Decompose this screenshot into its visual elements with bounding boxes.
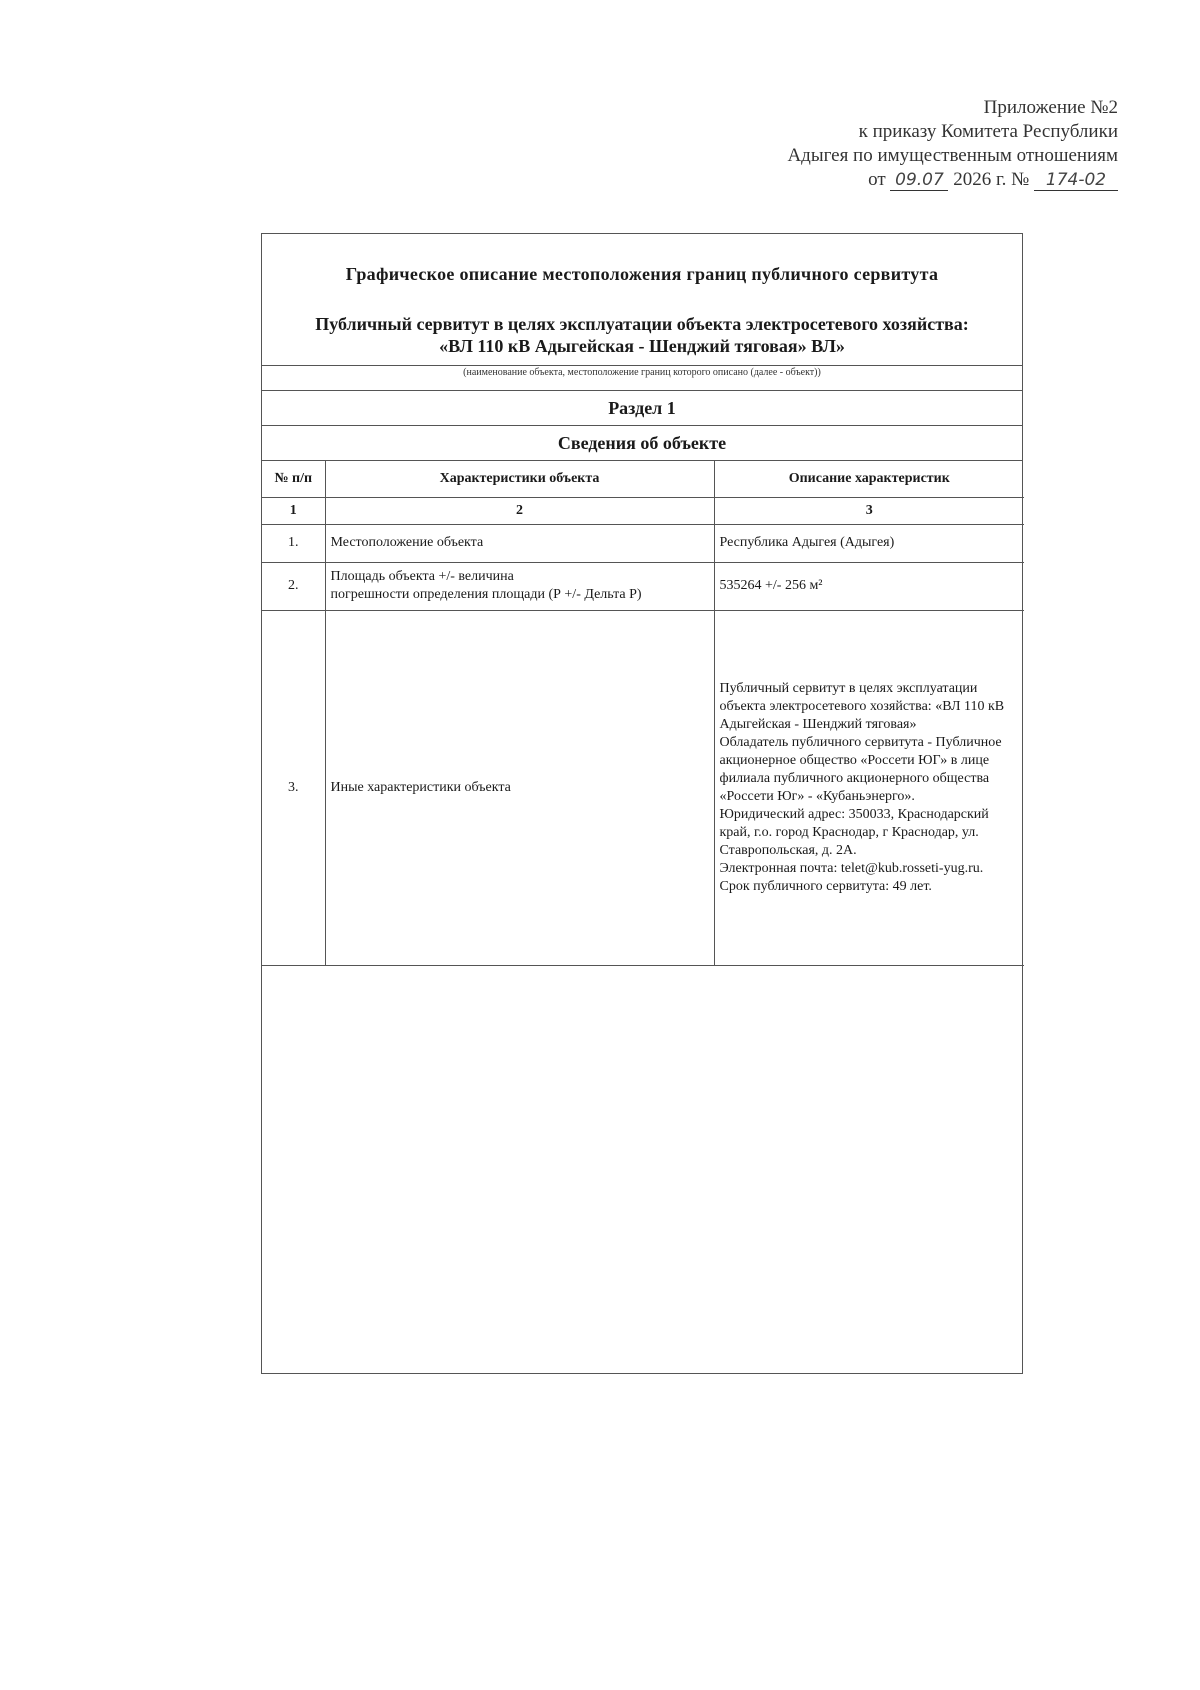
table-row [262,524,1024,562]
document-sheet [261,233,1023,1374]
row-num: 2. [262,562,325,610]
object-name-note: (наименование объекта, местоположение границ которого описано (далее - объект)) [262,366,1022,391]
table-row [262,562,1024,610]
header-characteristic: Характеристики объекта [325,461,714,497]
appendix-block [598,96,1118,192]
row-num: 3. [262,610,325,965]
table-header-row [262,461,1024,497]
appendix-year: 2026 г. № [953,169,1030,190]
appendix-committee: Адыгея по имущественным отношениям [787,145,1118,166]
row-characteristic: Иные характеристики объекта [325,610,714,965]
appendix-month: 07 [922,170,944,190]
appendix-title: Приложение №2 [983,97,1118,118]
header-description: Описание характеристик [714,461,1024,497]
column-number-row [262,497,1024,524]
col-number-2: 2 [325,497,714,524]
appendix-number: 174-02 [1034,170,1118,191]
appendix-day: 09 [895,170,917,190]
document-title: Графическое описание местоположения границ публичного сервитута [345,264,939,284]
col-number-3: 3 [714,497,1024,524]
row-characteristic: Местоположение объекта [325,524,714,562]
col-number-1: 1 [262,497,325,524]
header-num: № п/п [262,461,325,497]
row-num: 1. [262,524,325,562]
object-info-table [262,461,1024,966]
table-row [262,610,1024,965]
row-description: Республика Адыгея (Адыгея) [714,524,1024,562]
section-title: Раздел 1 [262,391,1022,426]
appendix-date-field: 09.07 [890,170,948,191]
row-description: 535264 +/- 256 м² [714,562,1024,610]
object-name: Публичный сервитут в целях эксплуатации объекта электросетевого хозяйства: «ВЛ 110 кВ Адыгейская - Шенджий тяговая» ВЛ» [315,314,969,356]
row-characteristic: Площадь объекта +/- величина погрешности определения площади (Р +/- Дельта Р) [325,562,714,610]
row-description: Публичный сервитут в целях эксплуатации объекта электросетевого хозяйства: «ВЛ 110 кВ Адыгейская - Шенджий тяговая» Обладатель публичного сервитута - Публичное акционерное общество «Россети ЮГ» в лице филиала публичного акционерного общества «Россети Юг» - «Кубаньэнерго». Юридический адрес: 350033, Краснодарский край, г.о. город Краснодар, г Краснодар, ул. Ставропольская, д. 2А. Электронная почта: telet@kub.rosseti-yug.ru. Срок публичного сервитута: 49 лет. [714,610,1024,965]
subsection-title: Сведения об объекте [262,426,1022,461]
appendix-from: от [868,169,886,190]
appendix-date-line [598,168,1118,192]
appendix-order: к приказу Комитета Республики [858,121,1118,142]
